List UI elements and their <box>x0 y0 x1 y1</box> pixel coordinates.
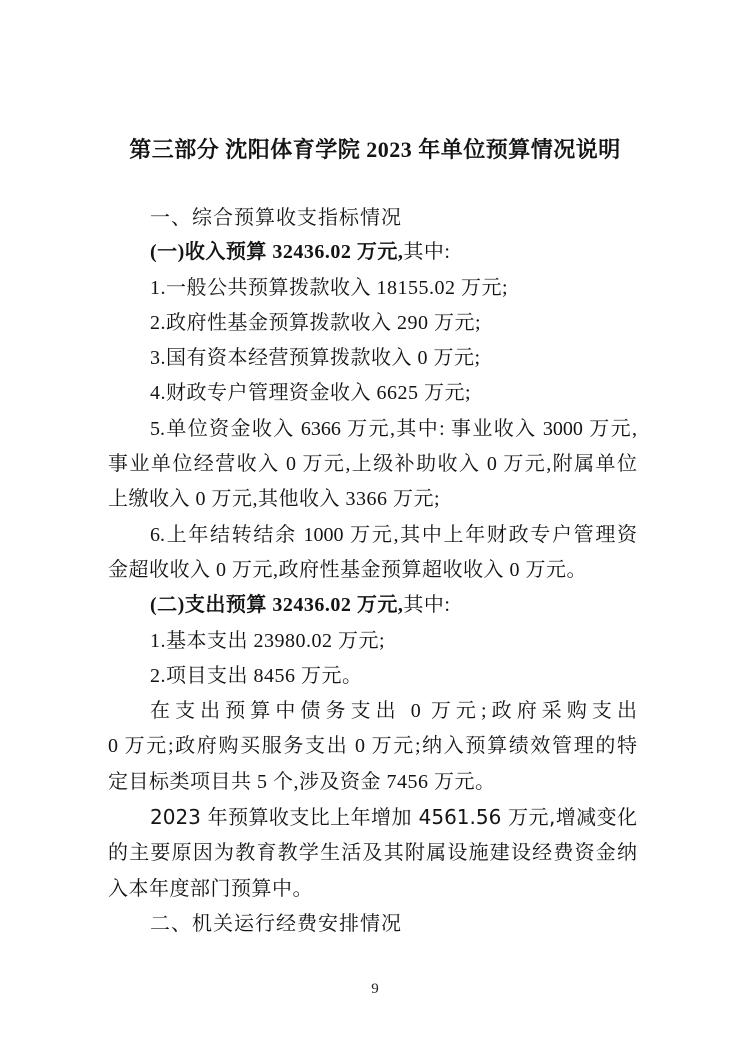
expense-budget-bold: (二)支出预算 32436.02 万元, <box>150 594 404 617</box>
income-budget-rest: 其中: <box>403 241 451 264</box>
change-note-line-1: 2023 年预算收支比上年增加 4561.56 万元,增减变化 <box>150 805 637 830</box>
expense-note-line-3: 定目标类项目共 5 个,涉及资金 7456 万元。 <box>108 770 496 793</box>
document-body <box>108 200 637 941</box>
income-item-5-line-3: 上缴收入 0 万元,其他收入 3366 万元; <box>108 488 441 511</box>
page-number: 9 <box>371 981 379 997</box>
income-budget-bold: (一)收入预算 32436.02 万元, <box>150 241 404 264</box>
income-item-1: 1.一般公共预算拨款收入 18155.02 万元; <box>150 276 509 299</box>
expense-item-2: 2.项目支出 8456 万元。 <box>150 664 363 687</box>
income-item-6-line-1: 6.上年结转结余 1000 万元,其中上年财政专户管理资 <box>150 523 637 546</box>
page-title: 第三部分 沈阳体育学院 2023 年单位预算情况说明 <box>129 137 621 162</box>
income-item-5-line-2: 事业单位经营收入 0 万元,上级补助收入 0 万元,附属单位 <box>108 453 637 476</box>
expense-note-line-1: 在支出预算中债务支出 0 万元;政府采购支出 <box>150 700 637 723</box>
expense-note-line-2: 0 万元;政府购买服务支出 0 万元;纳入预算绩效管理的特 <box>108 735 637 758</box>
expense-budget-summary <box>108 588 637 623</box>
section-1-heading: 一、综合预算收支指标情况 <box>150 205 402 229</box>
income-budget-summary <box>108 235 637 270</box>
change-note-line-3: 入本年度部门预算中。 <box>108 875 313 900</box>
income-item-5-line-1: 5.单位资金收入 6366 万元,其中: 事业收入 3000 万元, <box>150 417 637 440</box>
change-note-line-2: 的主要原因为教育教学生活及其附属设施建设经费资金纳 <box>108 840 637 865</box>
income-item-6-line-2: 金超收收入 0 万元,政府性基金预算超收收入 0 万元。 <box>108 558 587 581</box>
section-2-heading: 二、机关运行经费安排情况 <box>150 910 402 935</box>
income-item-3: 3.国有资本经营预算拨款收入 0 万元; <box>150 347 481 370</box>
expense-item-1: 1.基本支出 23980.02 万元; <box>150 629 386 652</box>
income-item-2: 2.政府性基金预算拨款收入 290 万元; <box>150 311 482 334</box>
expense-budget-rest: 其中: <box>403 594 451 617</box>
income-item-4: 4.财政专户管理资金收入 6625 万元; <box>150 382 472 405</box>
